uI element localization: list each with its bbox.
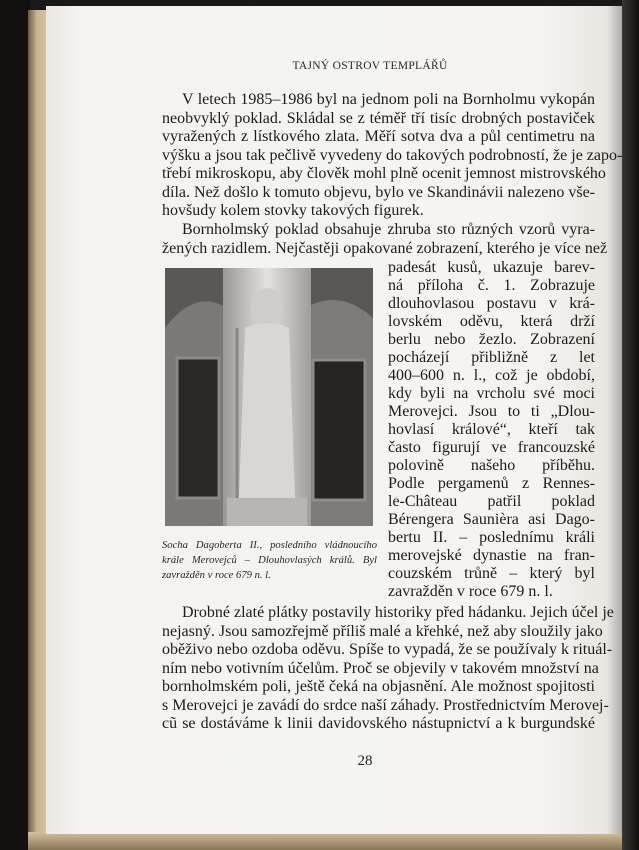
paragraph-2 bbox=[162, 221, 608, 258]
text-line: padesát kusů, ukazuje barev- bbox=[388, 259, 595, 276]
right-shadow bbox=[622, 0, 639, 850]
text-line: Bérengera Saunièra asi Dago- bbox=[388, 511, 595, 528]
caption-line: zavražděn v roce 679 n. l. bbox=[162, 570, 271, 581]
caption-line: Socha Dagoberta II., posledního vládnoucího bbox=[162, 540, 377, 551]
text-line: ná příloha č. 1. Zobrazuje bbox=[388, 277, 595, 294]
text-line: zavražděn v roce 679 n. l. bbox=[388, 583, 553, 600]
text-line: žených razidlem. Nejčastěji opakované zobrazení, kterého je více než bbox=[162, 239, 608, 257]
text-line: často figurují ve francouzské bbox=[388, 439, 595, 456]
page-number: 28 bbox=[357, 753, 373, 769]
running-header: TAJNÝ OSTROV TEMPLÁŘŮ bbox=[292, 60, 448, 72]
text-line: neobvyklý poklad. Skládal se z téměř tří tisíc drobných postaviček bbox=[162, 109, 595, 127]
paragraph-2-column bbox=[388, 259, 595, 601]
text-line: berlu nebo žezlo. Zobrazení bbox=[388, 331, 595, 348]
statue-image bbox=[165, 268, 373, 526]
text-line: cũ se dostáváme k linii davidovského nástupnictví a k burgundské bbox=[162, 715, 595, 732]
text-line: Drobné zlaté plátky postavily historiky před hádanku. Jejich účel je bbox=[182, 604, 614, 621]
paragraph-3 bbox=[162, 604, 614, 734]
text-line: dlouhovlasou postavu v krá- bbox=[388, 295, 595, 312]
text-line: 400–600 n. l., což je období, bbox=[388, 367, 595, 384]
text-line: hovšudy kolem stovky takových figurek. bbox=[162, 202, 424, 219]
text-line: oběživo nebo ozdoba oděvu. Spíše to vypadá, že se používaly k rituál- bbox=[162, 641, 613, 658]
text-line: třebí mikroskopu, aby člověk mohl plně ocenit jemnost mistrovského bbox=[162, 165, 606, 182]
figure-caption bbox=[162, 538, 377, 583]
text-line: nejasný. Jsou samozřejmě příliš malé a křehké, než aby sloužily jako bbox=[162, 622, 603, 640]
text-line: vyražených z lístkového zlata. Měří sotva dva a půl centimetru na bbox=[162, 128, 595, 145]
caption-line: krále Merovejců – Dlouhovlasých králů. Byl bbox=[162, 555, 377, 566]
text-line: Podle pergamenů z Rennes- bbox=[388, 475, 595, 492]
text-line: couzském trůně – který byl bbox=[388, 565, 595, 582]
text-line: V letech 1985–1986 byl na jednom poli na Bornholmu vykopán bbox=[182, 91, 595, 108]
text-line: pocházejí přibližně z let bbox=[388, 349, 595, 366]
book-spine-shadow bbox=[0, 0, 30, 850]
paragraph-1 bbox=[162, 91, 623, 221]
text-line: díla. Než došlo k tomuto objevu, bylo ve Skandinávii nalezeno vše- bbox=[162, 183, 595, 201]
text-line: s Merovejci je zavádí do srdce naší záhady. Prostřednictvím Merovej- bbox=[162, 696, 609, 714]
text-line: bertu II. – poslednímu králi bbox=[388, 529, 595, 546]
text-line: kdy byli na vrcholu své moci bbox=[388, 385, 595, 402]
text-line: polovině našeho příběhu. bbox=[388, 457, 595, 474]
text-line: bornholmském poli, ještě čeká na objasnění. Ale možnost spojitosti bbox=[162, 678, 595, 695]
text-line: výšku a jsou tak pečlivě vyvedeny do takových podrobností, že je zapo- bbox=[162, 146, 623, 164]
text-line: ním nebo votivním účelům. Proč se objevily v takovém množství na bbox=[162, 659, 599, 677]
text-line: hovlasí králové“, kteří tak bbox=[388, 421, 595, 438]
text-line: lovském oděvu, která drží bbox=[388, 313, 595, 330]
book-bottom-edge bbox=[28, 832, 628, 850]
text-line: merovejské dynastie na fran- bbox=[388, 547, 595, 564]
statue-photo bbox=[165, 268, 373, 526]
text-line: Bornholmský poklad obsahuje zhruba sto různých vzorů vyra- bbox=[182, 221, 595, 238]
text-line: le-Château patřil poklad bbox=[388, 493, 595, 510]
text-line: Merovejci. Jsou to ti „Dlou- bbox=[388, 403, 595, 420]
